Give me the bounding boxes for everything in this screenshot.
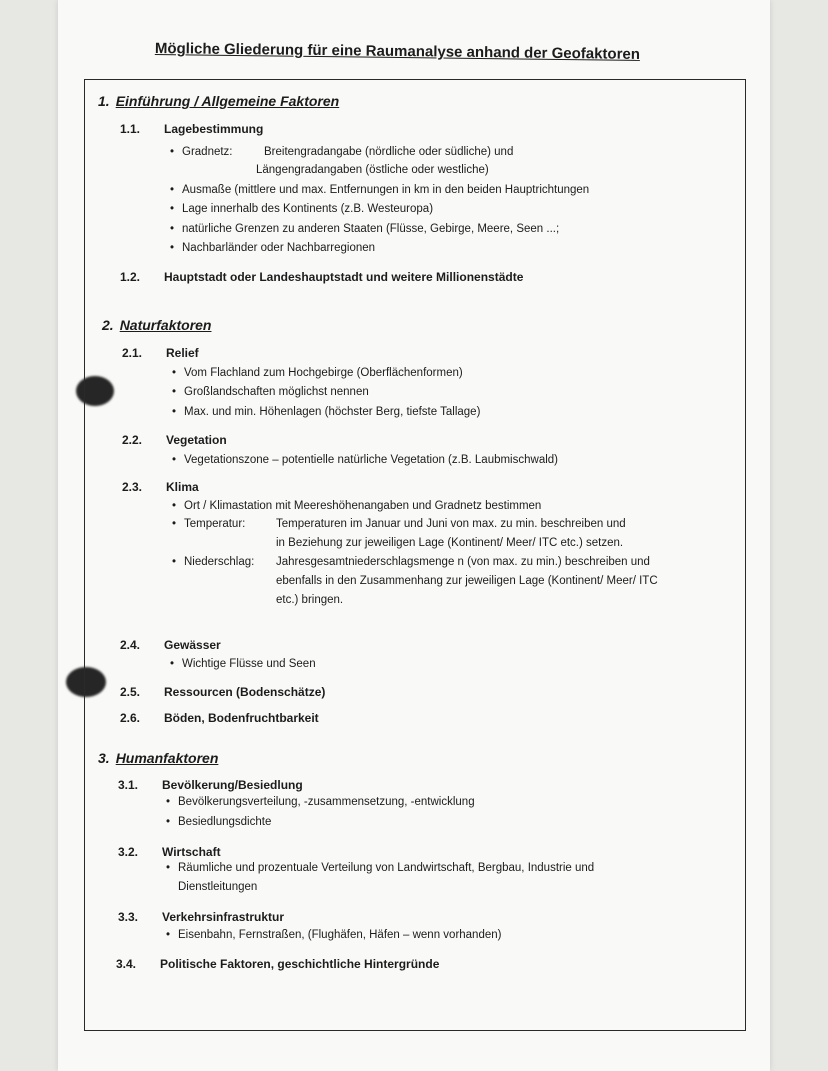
subsection-title: Vegetation <box>166 433 227 447</box>
item-text: Besiedlungsdichte <box>178 816 272 828</box>
bullet-icon: • <box>172 556 177 568</box>
subsection-number: 2.2. <box>122 433 143 447</box>
subsection-3-2 <box>118 845 221 859</box>
list-item <box>172 406 480 418</box>
list-item <box>170 184 589 196</box>
list-item <box>172 386 369 398</box>
subsection-number: 3.1. <box>118 778 139 792</box>
list-item-continuation: ebenfalls in den Zusammenhang zur jeweiligen Lage (Kontinent/ Meer/ ITC <box>276 575 658 587</box>
list-item-continuation: Längengradangaben (östliche oder westliche) <box>256 164 489 176</box>
list-item <box>172 518 626 530</box>
list-item <box>172 454 558 466</box>
subsection-title: Ressourcen (Bodenschätze) <box>164 685 326 699</box>
item-label: Niederschlag: <box>184 556 255 568</box>
subsection-number: 2.3. <box>122 480 143 494</box>
subsection-2-2 <box>122 433 227 447</box>
subsection-2-6 <box>120 711 319 725</box>
section-title: Einführung / Allgemeine Faktoren <box>115 93 340 109</box>
section-3-heading <box>98 750 218 766</box>
subsection-title: Lagebestimmung <box>164 122 264 136</box>
subsection-title: Klima <box>166 480 199 494</box>
item-text: natürliche Grenzen zu anderen Staaten (Flüsse, Gebirge, Meere, Seen ...; <box>182 223 560 235</box>
list-item <box>166 796 475 808</box>
subsection-number: 3.4. <box>116 957 137 971</box>
bullet-icon: • <box>172 406 177 418</box>
list-item <box>172 500 541 512</box>
list-item <box>170 658 316 670</box>
subsection-1-2 <box>120 270 523 284</box>
section-2-heading <box>102 317 211 333</box>
item-text: Eisenbahn, Fernstraßen, (Flughäfen, Häfen – wenn vorhanden) <box>178 929 502 941</box>
bullet-icon: • <box>172 518 177 530</box>
bullet-icon: • <box>170 184 175 196</box>
bullet-icon: • <box>170 203 175 215</box>
subsection-2-4 <box>120 638 221 652</box>
section-1-heading <box>98 93 339 109</box>
subsection-2-5 <box>120 685 325 699</box>
item-label: Temperatur: <box>184 518 246 530</box>
subsection-number: 1.2. <box>120 270 141 284</box>
subsection-2-1 <box>122 346 199 360</box>
section-title: Naturfaktoren <box>119 317 212 333</box>
bullet-icon: • <box>166 862 171 874</box>
item-text: Temperaturen im Januar und Juni von max. zu min. beschreiben und <box>276 518 626 530</box>
list-item <box>172 556 650 568</box>
bullet-icon: • <box>170 146 175 158</box>
bullet-icon: • <box>172 386 177 398</box>
item-text: Wichtige Flüsse und Seen <box>182 658 316 670</box>
subsection-2-3 <box>122 480 199 494</box>
subsection-title: Verkehrsinfrastruktur <box>162 910 285 924</box>
list-item <box>170 203 433 215</box>
subsection-title: Böden, Bodenfruchtbarkeit <box>164 711 319 725</box>
subsection-3-3 <box>118 910 284 924</box>
item-text: Bevölkerungsverteilung, -zusammensetzung, -entwicklung <box>178 796 475 808</box>
item-text: Räumliche und prozentuale Verteilung von Landwirtschaft, Bergbau, Industrie und <box>178 862 595 874</box>
item-text: Lage innerhalb des Kontinents (z.B. Westeuropa) <box>182 203 434 215</box>
list-item <box>166 929 501 941</box>
subsection-number: 2.4. <box>120 638 141 652</box>
subsection-1-1 <box>120 122 263 136</box>
item-text: Vom Flachland zum Hochgebirge (Oberflächenformen) <box>184 367 463 379</box>
bullet-icon: • <box>172 500 177 512</box>
bullet-icon: • <box>170 658 175 670</box>
section-number: 2. <box>102 317 114 333</box>
subsection-number: 3.3. <box>118 910 139 924</box>
bullet-icon: • <box>166 796 171 808</box>
bullet-icon: • <box>170 242 175 254</box>
subsection-number: 3.2. <box>118 845 139 859</box>
subsection-title: Politische Faktoren, geschichtliche Hintergründe <box>160 957 440 971</box>
bullet-icon: • <box>166 929 171 941</box>
item-text: Jahresgesamtniederschlagsmenge n (von max. zu min.) beschreiben und <box>276 556 650 568</box>
section-title: Humanfaktoren <box>115 750 219 766</box>
subsection-title: Wirtschaft <box>162 845 221 859</box>
item-text: Nachbarländer oder Nachbarregionen <box>182 242 376 254</box>
item-text: Ort / Klimastation mit Meereshöhenangaben und Gradnetz bestimmen <box>184 500 542 512</box>
list-item <box>166 862 594 874</box>
bullet-icon: • <box>170 223 175 235</box>
list-item-continuation: in Beziehung zur jeweiligen Lage (Kontinent/ Meer/ ITC etc.) setzen. <box>276 537 624 549</box>
item-text: Großlandschaften möglichst nennen <box>184 386 369 398</box>
item-text: Ausmaße (mittlere und max. Entfernungen in km in den beiden Hauptrichtungen <box>182 184 590 196</box>
subsection-number: 2.1. <box>122 346 143 360</box>
subsection-title: Bevölkerung/Besiedlung <box>162 778 303 792</box>
bullet-icon: • <box>166 816 171 828</box>
item-label: Gradnetz: <box>182 146 233 158</box>
subsection-3-1 <box>118 778 303 792</box>
list-item <box>170 242 375 254</box>
item-text: Max. und min. Höhenlagen (höchster Berg, tiefste Tallage) <box>184 406 481 418</box>
bullet-icon: • <box>172 367 177 379</box>
subsection-number: 2.6. <box>120 711 141 725</box>
list-item <box>166 816 271 828</box>
subsection-title: Gewässer <box>164 638 221 652</box>
list-item-continuation: etc.) bringen. <box>276 594 344 606</box>
list-item <box>172 367 463 379</box>
list-item <box>170 146 513 158</box>
section-number: 1. <box>98 93 110 109</box>
subsection-number: 2.5. <box>120 685 141 699</box>
list-item <box>170 223 559 235</box>
subsection-title: Hauptstadt oder Landeshauptstadt und weitere Millionenstädte <box>164 270 524 284</box>
subsection-number: 1.1. <box>120 122 141 136</box>
subsection-3-4 <box>116 957 439 971</box>
item-text: Breitengradangabe (nördliche oder südliche) und <box>264 146 514 158</box>
item-text: Vegetationszone – potentielle natürliche Vegetation (z.B. Laubmischwald) <box>184 454 558 466</box>
bullet-icon: • <box>172 454 177 466</box>
list-item-continuation: Dienstleitungen <box>178 881 258 893</box>
section-number: 3. <box>98 750 110 766</box>
subsection-title: Relief <box>166 346 199 360</box>
document-title: Mögliche Gliederung für eine Raumanalyse anhand der Geofaktoren <box>154 40 641 63</box>
